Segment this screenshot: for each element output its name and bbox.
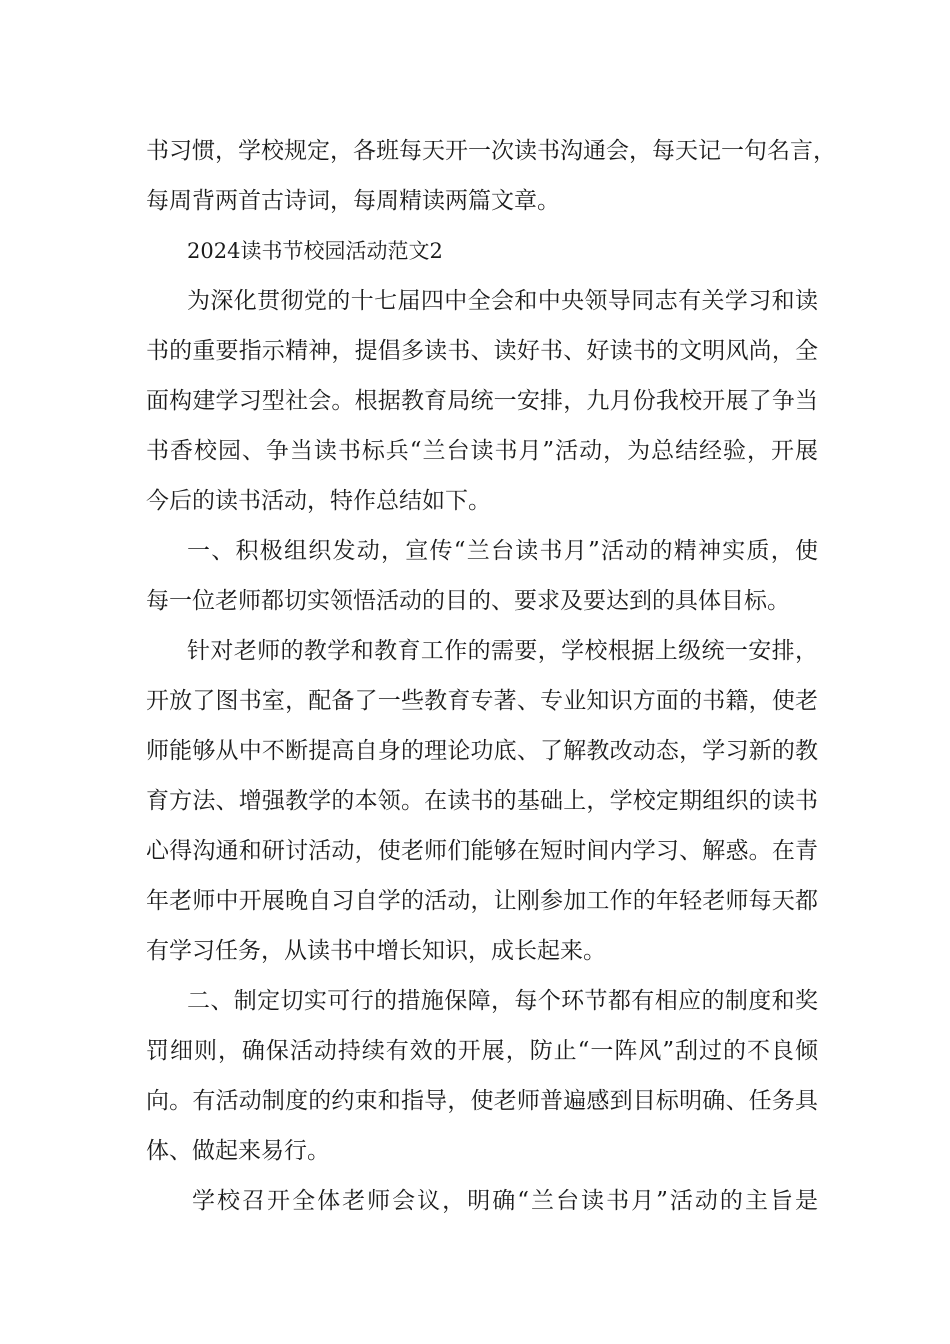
body-text-line: 有学习任务，从读书中增长知识，成长起来。 bbox=[146, 938, 606, 964]
body-text-line: 书的重要指示精神，提倡多读书、读好书、好读书的文明风尚，全 bbox=[146, 338, 818, 364]
body-text-line: 一、积极组织发动，宣传“兰台读书月”活动的精神实质，使 bbox=[187, 538, 818, 564]
body-text-line: 二、制定切实可行的措施保障，每个环节都有相应的制度和奖 bbox=[187, 988, 818, 1014]
body-text-line: 罚细则，确保活动持续有效的开展，防止“一阵风”刮过的不良倾 bbox=[146, 1038, 818, 1064]
body-text-line: 向。有活动制度的约束和指导，使老师普遍感到目标明确、任务具 bbox=[146, 1088, 818, 1114]
body-text-line: 针对老师的教学和教育工作的需要，学校根据上级统一安排， bbox=[187, 638, 818, 664]
body-text-line: 师能够从中不断提高自身的理论功底、了解教改动态，学习新的教 bbox=[146, 738, 818, 764]
body-text-line: 体、做起来易行。 bbox=[146, 1138, 330, 1164]
body-text-line: 年老师中开展晚自习自学的活动，让刚参加工作的年轻老师每天都 bbox=[146, 888, 818, 914]
body-text-line: 心得沟通和研讨活动，使老师们能够在短时间内学习、解惑。在青 bbox=[146, 838, 818, 864]
body-text-line: 学校召开全体老师会议，明确“兰台读书月”活动的主旨是 bbox=[192, 1188, 818, 1214]
section-heading: 2024读书节校园活动范文2 bbox=[187, 239, 443, 263]
body-text-line: 今后的读书活动，特作总结如下。 bbox=[146, 488, 491, 514]
body-text-line: 每一位老师都切实领悟活动的目的、要求及要达到的具体目标。 bbox=[146, 588, 790, 614]
body-text-line: 书习惯，学校规定，各班每天开一次读书沟通会，每天记一句名言， bbox=[146, 138, 836, 164]
body-text-line: 书香校园、争当读书标兵“兰台读书月”活动，为总结经验，开展 bbox=[146, 438, 818, 464]
body-text-line: 为深化贯彻党的十七届四中全会和中央领导同志有关学习和读 bbox=[187, 288, 818, 314]
body-text-line: 面构建学习型社会。根据教育局统一安排，九月份我校开展了争当 bbox=[146, 388, 818, 414]
body-text-line: 育方法、增强教学的本领。在读书的基础上，学校定期组织的读书 bbox=[146, 788, 818, 814]
body-text-line: 每周背两首古诗词，每周精读两篇文章。 bbox=[146, 188, 560, 214]
body-text-line: 开放了图书室，配备了一些教育专著、专业知识方面的书籍，使老 bbox=[146, 688, 818, 714]
